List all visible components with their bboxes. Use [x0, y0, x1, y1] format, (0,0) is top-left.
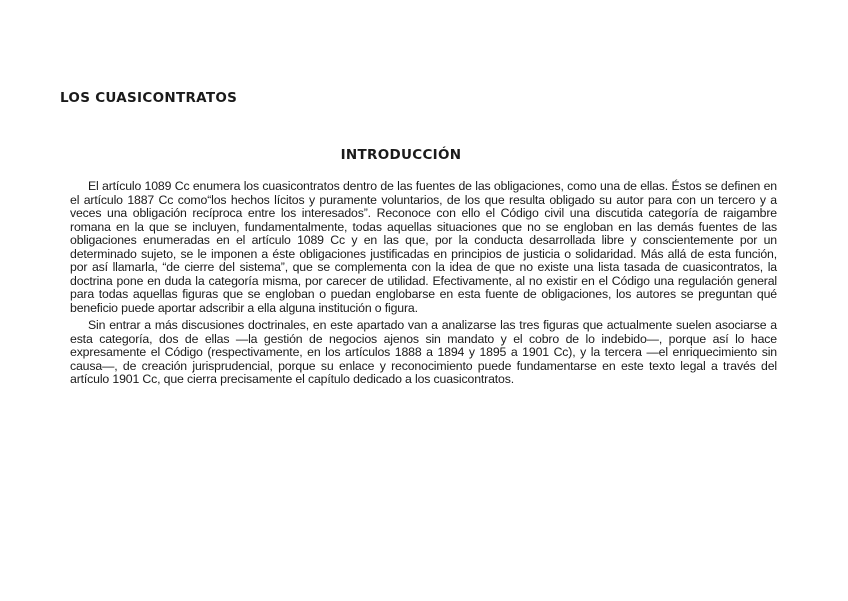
paragraph-2: Sin entrar a más discusiones doctrinales, en este apartado van a analizarse las tres figuras que actualmente suelen asociarse a esta categoría, dos de ellas —la gestión de negocios ajenos sin mandato y el cobro de lo indebido—, porque así lo hace expresamente el Código (respectivamente, en los artículos 1888 a 1894 y 1895 a 1901 Cc), y la tercera —el enriquecimiento sin causa—, de creación jurisprudencial, porque su enlace y reconocimiento puede fundamentarse en este texto legal a través del artículo 1901 Cc, que cierra precisamente el capítulo dedicado a los cuasicontratos. [70, 318, 777, 386]
body-text [70, 180, 777, 391]
chapter-title: LOS CUASICONTRATOS [60, 90, 238, 106]
section-title: INTRODUCCIÓN [340, 147, 462, 163]
paragraph-1: El artículo 1089 Cc enumera los cuasicontratos dentro de las fuentes de las obligaciones, como una de ellas. Éstos se definen en el artículo 1887 Cc como“los hechos lícitos y puramente voluntarios, de los que resulta obligado su autor para con un tercero y a veces una obligación recíproca entre los interesados”. Reconoce con ello el Código civil una discutida categoría de raigambre romana en la que se incluyen, fundamentalmente, todas aquellas situaciones que no se engloban en las demás fuentes de las obligaciones enumeradas en el artículo 1089 Cc y en las que, por la conducta desarrollada libre y conscientemente por un determinado sujeto, se le imponen a éste obligaciones justificadas en principios de justicia o solidaridad. Más allá de esta función, por así llamarla, “de cierre del sistema”, que se complementa con la idea de que no existe una lista tasada de cuasicontratos, la doctrina pone en duda la categoría misma, por carecer de utilidad. Efectivamente, al no existir en el Código una regulación general para todas aquellas figuras que se engloban o puedan englobarse en esta fuente de obligaciones, los autores se preguntan qué beneficio puede aportar adscribir a ella alguna institución o figura. [70, 179, 777, 315]
